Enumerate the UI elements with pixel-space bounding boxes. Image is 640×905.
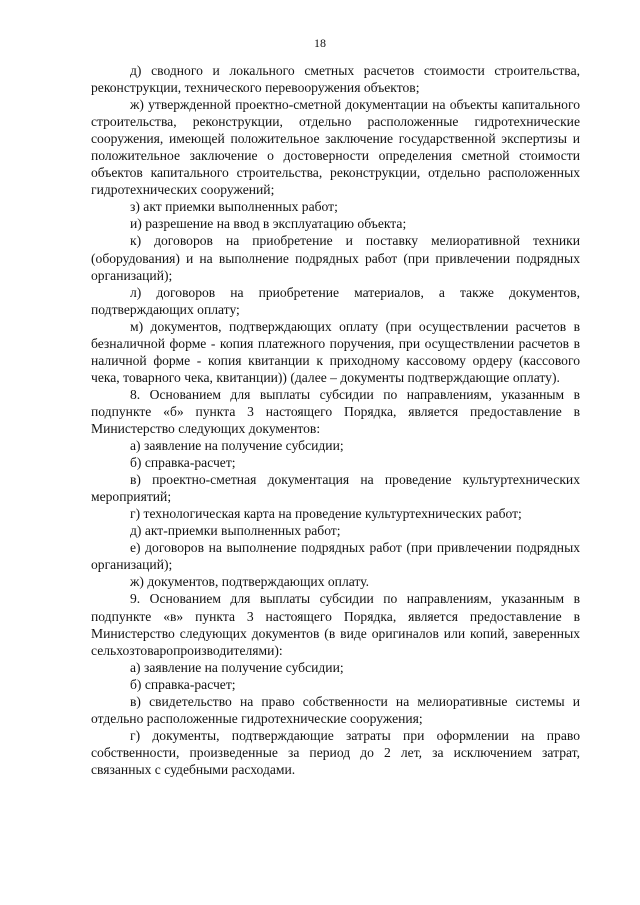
section-9-item-b: б) справка-расчет; xyxy=(130,676,236,692)
paragraph-l-materials-contracts: л) договоров на приобретение материалов, а также документов, подтверждающих оплату; xyxy=(91,284,580,317)
section-8-heading-paragraph: 8. Основанием для выплаты субсидии по направлениям, указанным в подпункте «б» пункта 3 настоящего Порядка, является предоставление в Министерство следующих документов: xyxy=(91,386,580,436)
page-number: 18 xyxy=(314,36,326,50)
section-8-item-e: е) договоров на выполнение подрядных работ (при привлечении подрядных организаций); xyxy=(91,540,580,573)
section-8-item-b: б) справка-расчет; xyxy=(130,455,236,471)
paragraph-m-payment-documents: м) документов, подтверждающих оплату (при осуществлении расчетов в безналичной форме - копия платежного поручения, при осуществлении расчетов в наличной форме - копия квитанции к приходному кассовому ордеру (кассового чека, товарного чека, квитанции)) (далее – документы подтверждающие оплату). xyxy=(91,318,580,385)
section-9-item-v: в) свидетельство на право собственности на мелиоративные системы и отдельно расположенные гидротехнические сооружения; xyxy=(91,693,580,726)
section-8-item-g: г) технологическая карта на проведение культуртехнических работ; xyxy=(130,506,522,522)
document-body xyxy=(91,62,580,778)
paragraph-k-equipment-contracts: к) договоров на приобретение и поставку мелиоративной техники (оборудования) и на выполнение подрядных работ (при привлечении подрядных организаций); xyxy=(91,233,580,283)
paragraph-i-commissioning-permit: и) разрешение на ввод в эксплуатацию объекта; xyxy=(130,216,407,232)
section-8-item-zh: ж) документов, подтверждающих оплату. xyxy=(130,574,370,590)
section-9-item-g: г) документы, подтверждающие затраты при оформлении на право собственности, произведенные за период до 2 лет, за исключением затрат, связанных с судебными расходами. xyxy=(91,727,580,777)
section-9-heading-paragraph: 9. Основанием для выплаты субсидии по направлениям, указанным в подпункте «в» пункта 3 настоящего Порядка, является предоставление в Министерство следующих документов (в виде оригиналов или копий, заверенных сельхозтоваропроизводителями): xyxy=(91,591,580,658)
section-8-item-a: а) заявление на получение субсидии; xyxy=(130,438,344,454)
paragraph-zh-approved-design-documentation: ж) утвержденной проектно-сметной документации на объекты капитального строительства, реконструкции, отдельно расположенные гидротехнические сооружения, имеющей положительное заключение государственной экспертизы и положительное заключение о достоверности определения сметной стоимости объектов капитального строительства, реконструкции, отдельно расположенных гидротехнических сооружений; xyxy=(91,97,580,198)
section-8-item-v: в) проектно-сметная документация на проведение культуртехнических мероприятий; xyxy=(91,472,580,505)
section-9-item-a: а) заявление на получение субсидии; xyxy=(130,659,344,675)
section-8-item-d: д) акт-приемки выполненных работ; xyxy=(130,523,341,539)
paragraph-z-acceptance-act: з) акт приемки выполненных работ; xyxy=(130,199,338,215)
paragraph-d-estimate-calculations: д) сводного и локального сметных расчетов стоимости строительства, реконструкции, технического перевооружения объектов; xyxy=(91,63,580,96)
